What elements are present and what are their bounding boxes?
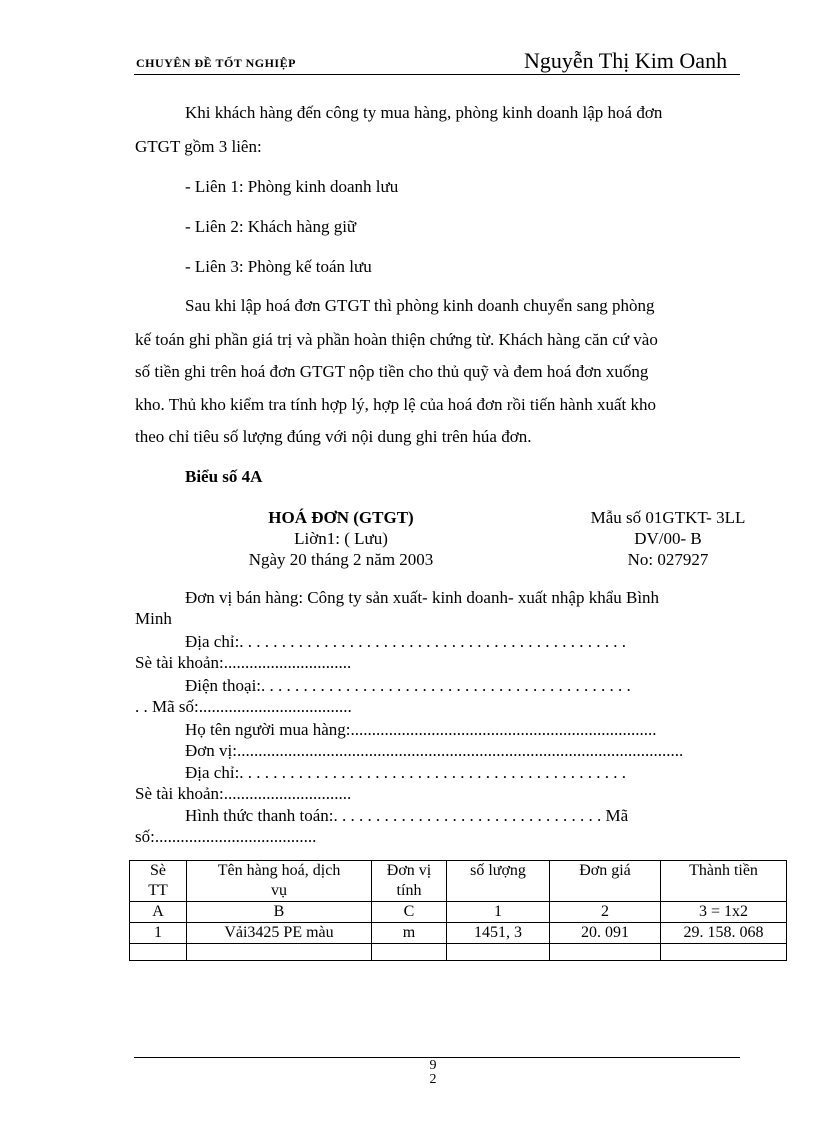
lien-1-item: - Liên 1: Phòng kinh doanh lưu: [185, 177, 399, 196]
table-cell: [187, 944, 372, 961]
table-cell: [130, 944, 187, 961]
table-cell: Vải3425 PE màu: [187, 923, 372, 944]
invoice-title: HOÁ ĐƠN (GTGT): [268, 508, 414, 527]
seller-address-field: Địa chỉ:. . . . . . . . . . . . . . . . . . . . . . . . . . . . . . . . . . . . . . . . . . . . . .: [185, 632, 627, 651]
invoice-date: Ngày 20 tháng 2 năm 2003: [248, 550, 434, 569]
header-cell-unit-price: Đơn giá: [550, 861, 661, 902]
table-cell: 3 = 1x2: [661, 902, 787, 923]
seller-phone-field: Điện thoại:. . . . . . . . . . . . . . . . . . . . . . . . . . . . . . . . . . . . . . . . . . . .: [185, 676, 631, 695]
header-divider: [134, 74, 740, 75]
header-left-title: CHUYÊN ĐỀ TỐT NGHIỆP: [136, 56, 296, 70]
paragraph-1-line-1: Khi khách hàng đến công ty mua hàng, phòng kinh doanh lập hoá đơn: [185, 103, 663, 122]
page-number: [426, 1059, 440, 1087]
paragraph-2-line-2: kế toán ghi phần giá trị và phần hoàn thiện chứng từ. Khách hàng căn cứ vào: [135, 330, 658, 349]
header-cell-stt: Sè TT: [130, 861, 187, 902]
table-cell: [661, 944, 787, 961]
table-cell: 2: [550, 902, 661, 923]
buyer-name-field: Họ tên người mua hàng:........................................................................: [185, 720, 657, 739]
table-row: [130, 944, 787, 961]
table-row: [130, 923, 787, 944]
table-header-row: [130, 861, 787, 902]
table-cell: m: [372, 923, 447, 944]
invoice-form-number: Mẫu số 01GTKT- 3LL: [590, 508, 746, 527]
header-cell-amount: Thành tiền: [661, 861, 787, 902]
paragraph-1-line-2: GTGT gồm 3 liên:: [135, 137, 262, 156]
buyer-address-field: Địa chỉ:. . . . . . . . . . . . . . . . . . . . . . . . . . . . . . . . . . . . . . . . . . . . . .: [185, 763, 627, 782]
table-cell: [550, 944, 661, 961]
table-cell: 29. 158. 068: [661, 923, 787, 944]
header-cell-item-name: Tên hàng hoá, dịch vụ: [187, 861, 372, 902]
invoice-number: No: 027927: [627, 550, 709, 569]
invoice-lien: Liờn1: ( Lưu): [294, 529, 388, 548]
buyer-tax-code-field: số:......................................: [135, 827, 317, 846]
paragraph-2-line-1: Sau khi lập hoá đơn GTGT thì phòng kinh doanh chuyển sang phòng: [185, 296, 655, 315]
paragraph-2-line-4: kho. Thủ kho kiểm tra tính hợp lý, hợp lệ của hoá đơn rồi tiến hành xuất kho: [135, 395, 656, 414]
paragraph-2-line-5: theo chỉ tiêu số lượng đúng với nội dung ghi trên húa đơn.: [135, 427, 532, 446]
table-cell: 1: [130, 923, 187, 944]
lien-3-item: - Liên 3: Phòng kế toán lưu: [185, 257, 372, 276]
header-author-name: Nguyễn Thị Kim Oanh: [524, 48, 728, 73]
seller-line-1: Đơn vị bán hàng: Công ty sản xuất- kinh doanh- xuất nhập khẩu Bình: [185, 588, 660, 607]
table-cell: [447, 944, 550, 961]
seller-tax-code-field: . . Mã số:....................................: [135, 697, 352, 716]
payment-method-field: Hình thức thanh toán:. . . . . . . . . . . . . . . . . . . . . . . . . . . . . . . . Mã: [185, 806, 629, 825]
table-cell: B: [187, 902, 372, 923]
footer-divider: [134, 1057, 740, 1058]
table-cell: [372, 944, 447, 961]
table-cell: C: [372, 902, 447, 923]
page-number-top: 9: [429, 1058, 437, 1073]
header-cell-unit: Đơn vị tính: [372, 861, 447, 902]
bieu-so-label: Biểu số 4A: [185, 467, 263, 486]
table-cell: 20. 091: [550, 923, 661, 944]
invoice-goods-table: [129, 860, 787, 961]
invoice-symbol: DV/00- B: [634, 529, 702, 548]
seller-line-2: Minh: [135, 609, 172, 628]
table-cell: A: [130, 902, 187, 923]
paragraph-2-line-3: số tiền ghi trên hoá đơn GTGT nộp tiền cho thủ quỹ và đem hoá đơn xuống: [135, 362, 649, 381]
page-number-bottom: 2: [429, 1072, 437, 1087]
table-code-row: [130, 902, 787, 923]
buyer-unit-field: Đơn vị:.........................................................................................................: [185, 741, 684, 760]
seller-account-field: Sè tài khoản:..............................: [135, 653, 352, 672]
table-cell: 1: [447, 902, 550, 923]
table-cell: 1451, 3: [447, 923, 550, 944]
buyer-account-field: Sè tài khoản:..............................: [135, 784, 352, 803]
lien-2-item: - Liên 2: Khách hàng giữ: [185, 217, 357, 236]
header-cell-quantity: số lượng: [447, 861, 550, 902]
